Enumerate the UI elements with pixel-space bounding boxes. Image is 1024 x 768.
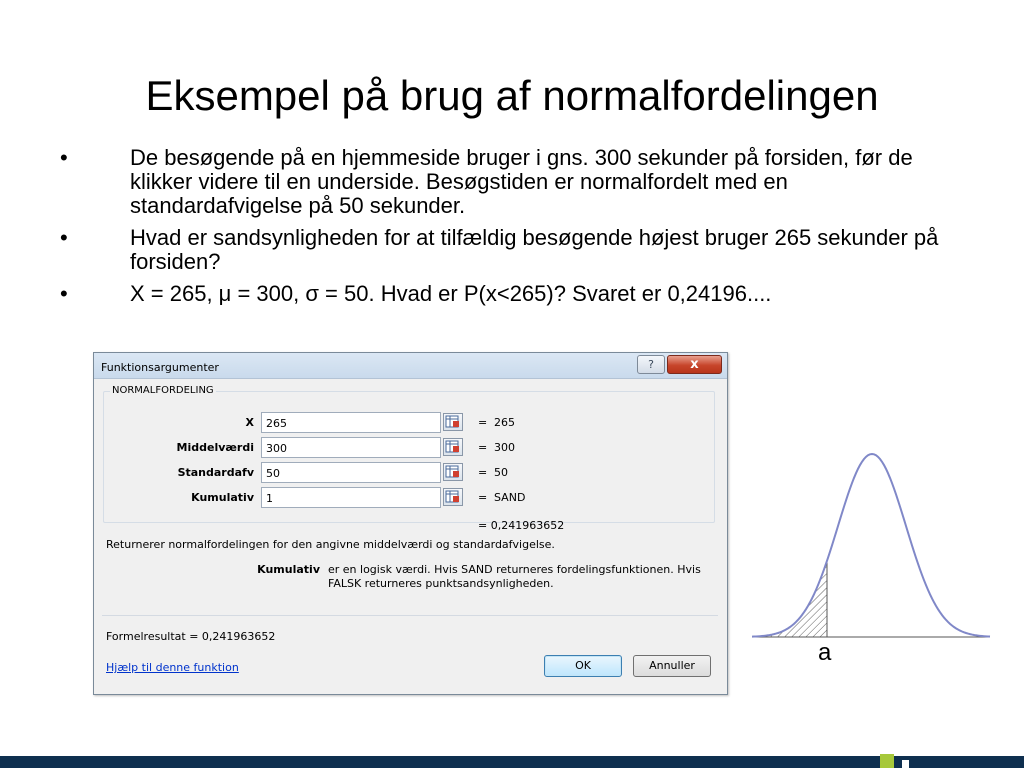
help-link[interactable]: Hjælp til denne funktion	[106, 661, 239, 674]
dialog-titlebar[interactable]	[94, 353, 727, 379]
argument-input-x[interactable]: 265	[261, 412, 441, 433]
bullet-marker: •	[60, 225, 68, 250]
argument-row-kumulativ	[104, 487, 714, 509]
argument-row-standardafv	[104, 462, 714, 484]
bullet-text: De besøgende på en hjemmeside bruger i gns. 300 sekunder på forsiden, før de klikker videre til en underside. Besøgstiden er normalfordelt med en standardafvigelse på 50 sekunder.	[130, 145, 913, 218]
bullet-item	[60, 226, 960, 274]
range-select-icon[interactable]	[443, 438, 463, 456]
dialog-divider	[102, 615, 718, 616]
ok-button[interactable]: OK	[544, 655, 622, 677]
argument-help-text: er en logisk værdi. Hvis SAND returneres fordelingsfunktionen. Hvis FALSK returneres punktsandsynligheden.	[328, 563, 701, 590]
dialog-title: Funktionsargumenter	[101, 361, 219, 374]
bullet-text: Hvad er sandsynligheden for at tilfældig besøgende højest bruger 265 sekunder på forsiden?	[130, 225, 939, 274]
bullet-marker: •	[60, 281, 68, 306]
bullet-text: X = 265, μ = 300, σ = 50. Hvad er P(x<265)? Svaret er 0,24196....	[130, 281, 772, 306]
argument-row-middelvaerdi	[104, 437, 714, 459]
equals-sign: =	[478, 441, 488, 454]
argument-label: Kumulativ	[191, 491, 254, 504]
hatched-tail-area	[752, 561, 827, 637]
bullet-item	[60, 282, 960, 306]
function-arguments-dialog	[93, 352, 728, 695]
cutoff-label: a	[818, 639, 832, 666]
footer-bar	[0, 756, 1024, 768]
equals-sign: =	[478, 416, 488, 429]
equals-sign: =	[478, 491, 488, 504]
footer-accent-gap	[902, 760, 909, 768]
argument-result: 265	[494, 416, 515, 429]
bullet-list	[60, 146, 960, 314]
equals-sign: =	[478, 466, 488, 479]
formula-result: Formelresultat = 0,241963652	[106, 630, 276, 643]
bullet-item	[60, 146, 960, 218]
argument-result: 300	[494, 441, 515, 454]
argument-label: Middelværdi	[176, 441, 254, 454]
argument-input-middelvaerdi[interactable]: 300	[261, 437, 441, 458]
argument-row-x	[104, 412, 714, 434]
range-select-icon[interactable]	[443, 413, 463, 431]
argument-result: SAND	[494, 491, 526, 504]
bell-curve-figure	[752, 450, 992, 665]
overall-result: = 0,241963652	[478, 519, 565, 532]
argument-input-standardafv[interactable]: 50	[261, 462, 441, 483]
range-select-icon[interactable]	[443, 463, 463, 481]
bullet-marker: •	[60, 145, 68, 170]
argument-result: 50	[494, 466, 508, 479]
slide-title: Eksempel på brug af normalfordelingen	[145, 72, 879, 119]
normal-curve	[752, 454, 990, 637]
function-description: Returnerer normalfordelingen for den angivne middelværdi og standardafvigelse.	[106, 538, 555, 551]
help-button[interactable]: ?	[637, 355, 665, 374]
footer-accent	[880, 754, 894, 768]
argument-help-label: Kumulativ	[257, 563, 320, 576]
range-select-icon[interactable]	[443, 488, 463, 506]
argument-label: X	[245, 416, 254, 429]
argument-label: Standardafv	[177, 466, 254, 479]
close-button[interactable]: x	[667, 355, 722, 374]
cancel-button[interactable]: Annuller	[633, 655, 711, 677]
argument-input-kumulativ[interactable]: 1	[261, 487, 441, 508]
function-name: NORMALFORDELING	[112, 385, 214, 396]
function-group	[103, 385, 715, 523]
